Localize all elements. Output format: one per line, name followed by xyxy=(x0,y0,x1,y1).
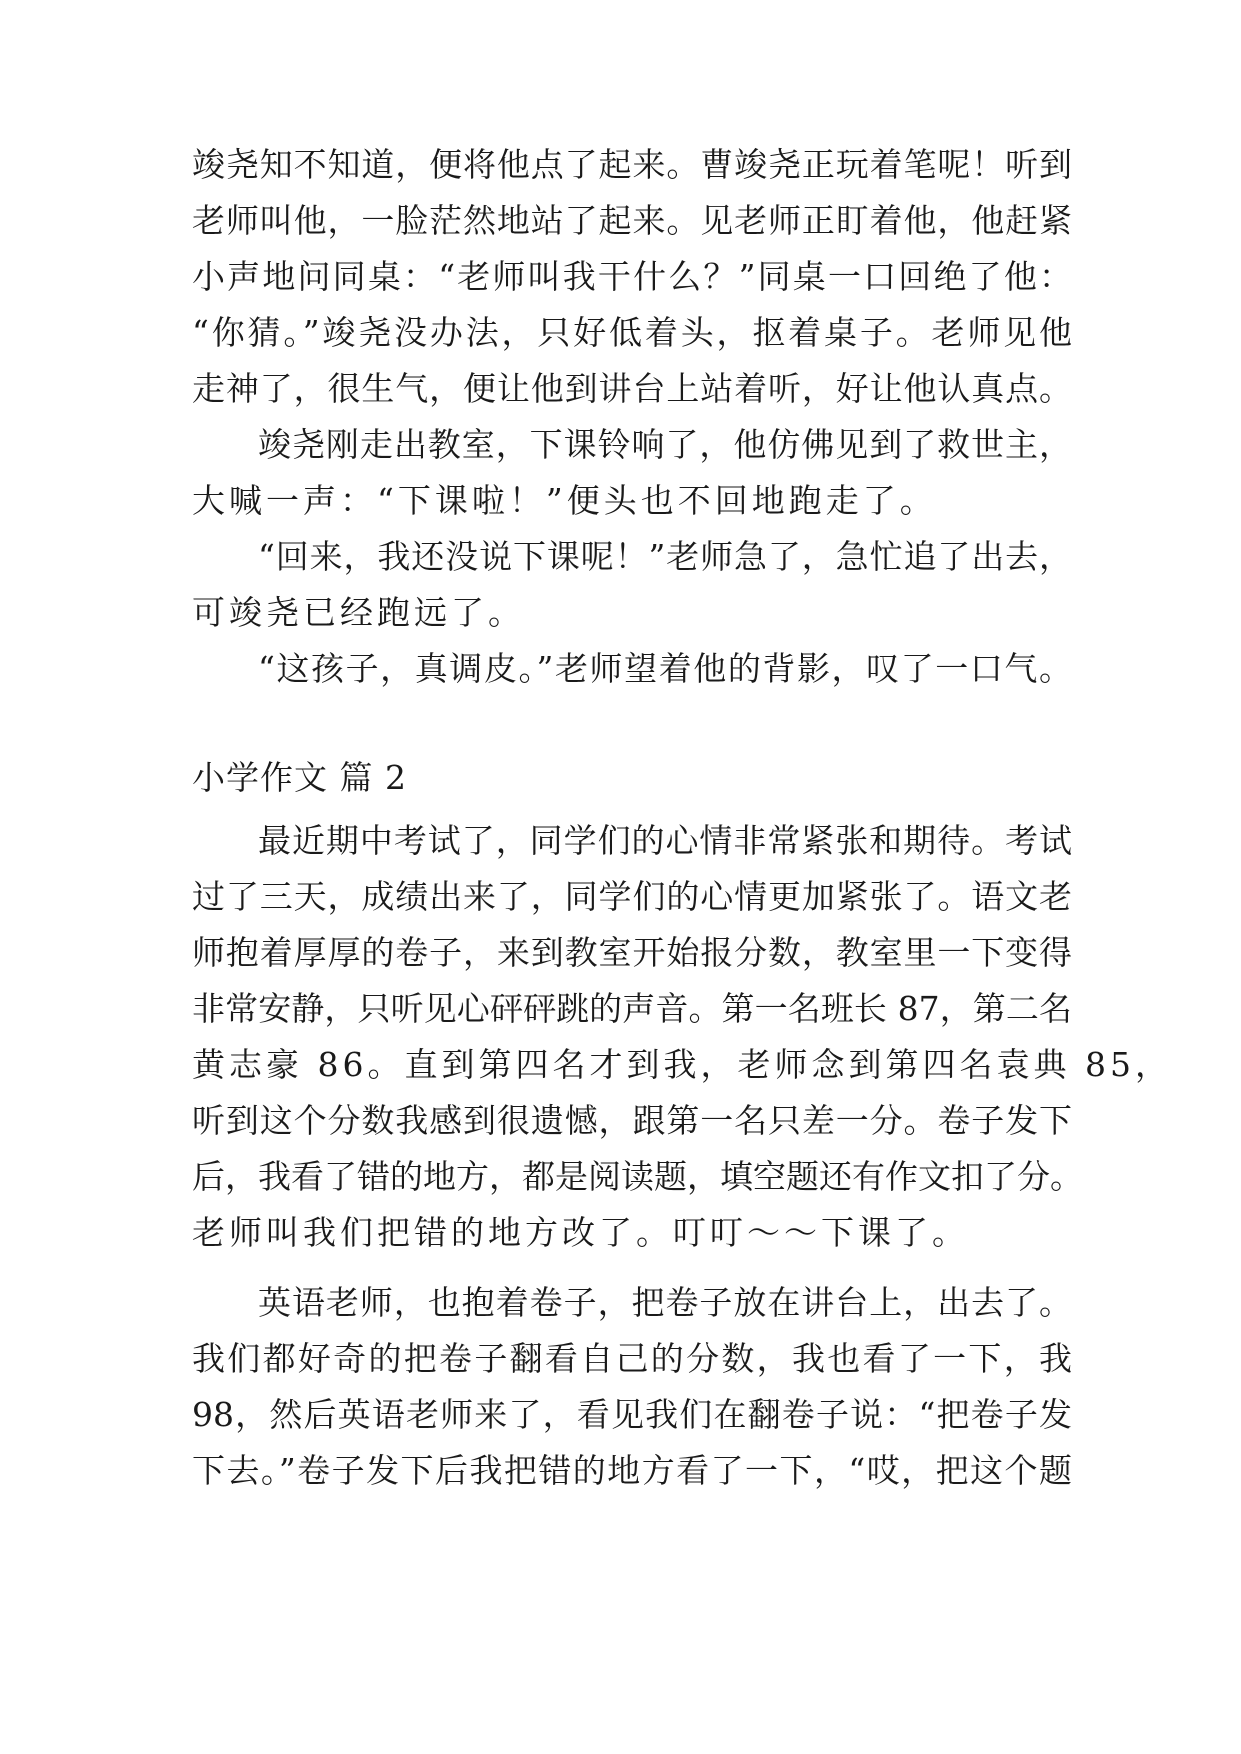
text-line: 可竣尧已经跑远了。 xyxy=(192,593,525,632)
text-line: 我们都好奇的把卷子翻看自己的分数，我也看了一下，我 xyxy=(192,1339,1072,1378)
text-line: 老师叫我们把错的地方改了。叮叮～～下课了。 xyxy=(192,1213,969,1252)
text-line: 大喊一声：“下课啦！”便头也不回地跑走了。 xyxy=(192,481,937,520)
text-line: 老师叫他，一脸茫然地站了起来。见老师正盯着他，他赶紧 xyxy=(192,201,1072,240)
text-line: 英语老师，也抱着卷子，把卷子放在讲台上，出去了。 xyxy=(258,1283,1072,1322)
text-line: 小声地问同桌：“老师叫我干什么？”同桌一口回绝了他： xyxy=(192,257,1072,296)
text-line: 竣尧知不知道，便将他点了起来。曹竣尧正玩着笔呢！听到 xyxy=(192,145,1072,184)
text-line: “这孩子，真调皮。”老师望着他的背影，叹了一口气。 xyxy=(258,649,1072,688)
text-line: 听到这个分数我感到很遗憾，跟第一名只差一分。卷子发下 xyxy=(192,1101,1072,1140)
text-line: 下去。”卷子发下后我把错的地方看了一下，“哎，把这个题 xyxy=(192,1451,1072,1490)
text-line: 后，我看了错的地方，都是阅读题，填空题还有作文扣了分。 xyxy=(192,1157,1083,1196)
text-line: 最近期中考试了，同学们的心情非常紧张和期待。考试 xyxy=(258,821,1072,860)
text-line: 过了三天，成绩出来了，同学们的心情更加紧张了。语文老 xyxy=(192,877,1072,916)
section-heading: 小学作文 篇 2 xyxy=(192,758,407,797)
text-line: 非常安静，只听见心砰砰跳的声音。第一名班长 87，第二名 xyxy=(192,989,1072,1028)
text-line: 竣尧刚走出教室，下课铃响了，他仿佛见到了救世主， xyxy=(258,425,1072,464)
text-line: 走神了，很生气，便让他到讲台上站着听，好让他认真点。 xyxy=(192,369,1072,408)
text-line: “你猜。”竣尧没办法，只好低着头，抠着桌子。老师见他 xyxy=(192,313,1072,352)
text-line: 98，然后英语老师来了，看见我们在翻卷子说：“把卷子发 xyxy=(192,1395,1072,1434)
text-line: 师抱着厚厚的卷子，来到教室开始报分数，教室里一下变得 xyxy=(192,933,1072,972)
text-line: 黄志豪 86。直到第四名才到我，老师念到第四名袁典 85， xyxy=(192,1045,1172,1084)
text-line: “回来，我还没说下课呢！”老师急了，急忙追了出去， xyxy=(258,537,1072,576)
